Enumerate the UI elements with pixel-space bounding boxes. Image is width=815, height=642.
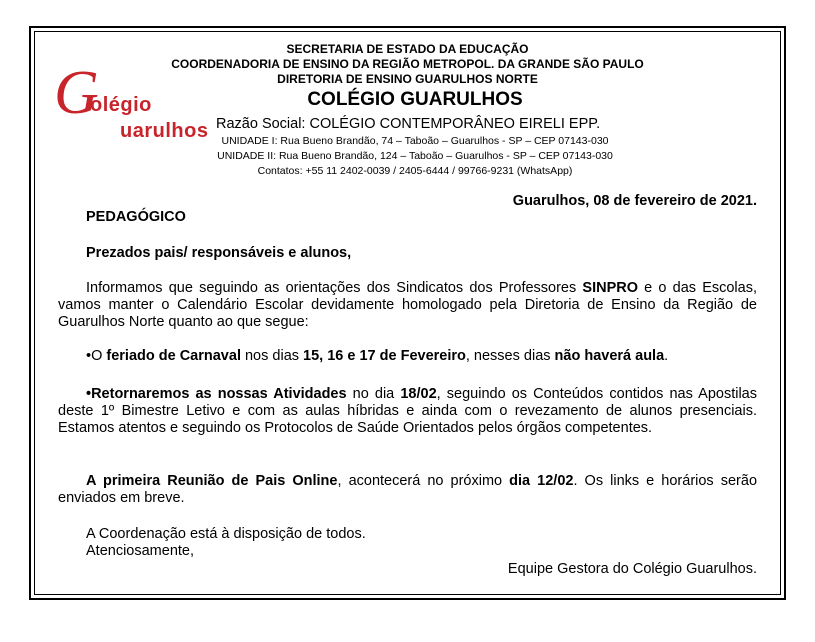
salutation: Prezados pais/ responsáveis e alunos, — [86, 245, 352, 261]
header-secretaria: SECRETARIA DE ESTADO DA EDUCAÇÃO — [286, 42, 529, 56]
header-coordenadoria: COORDENADORIA DE ENSINO DA REGIÃO METROPOL. DA GRANDE SÃO PAULO — [171, 57, 644, 71]
logo-word-guarulhos: uarulhos — [120, 120, 209, 142]
paragraph-intro: Informamos que seguindo as orientações dos Sindicatos dos Professores SINPRO e o das Escolas, vamos manter o Calendário Escolar devidamente homologado pela Diretoria de Ensino da Região de Guarulhos Norte quanto ao que segue: — [58, 280, 757, 330]
letter-date: Guarulhos, 08 de fevereiro de 2021. — [512, 193, 757, 209]
school-name: COLÉGIO GUARULHOS — [307, 89, 523, 110]
razao-social: Razão Social: COLÉGIO CONTEMPORÂNEO EIRELI EPP. — [216, 116, 601, 132]
paragraph-retorno: •Retornaremos as nossas Atividades no dia 18/02, seguindo os Conteúdos contidos nas Apostilas deste 1º Bimestre Letivo e com as aulas híbridas e ainda com o revezamento de alunos presenciais. Estamos atentos e seguindo os Protocolos de Saúde Orientados pelos órgãos competentes. — [58, 386, 757, 436]
logo-word-colegio: olégio — [90, 94, 152, 116]
department-label: PEDAGÓGICO — [86, 209, 186, 225]
contact-info: Contatos: +55 11 2402-0039 / 2405-6444 / 99766-9231 (WhatsApp) — [257, 165, 573, 177]
signature: Equipe Gestora do Colégio Guarulhos. — [507, 561, 757, 577]
paragraph-reuniao: A primeira Reunião de Pais Online, acontecerá no próximo dia 12/02. Os links e horários serão enviados em breve. — [58, 473, 758, 506]
address-unidade-2: UNIDADE II: Rua Bueno Brandão, 124 – Taboão – Guarulhos - SP – CEP 07143-030 — [217, 150, 613, 162]
header-diretoria: DIRETORIA DE ENSINO GUARULHOS NORTE — [277, 72, 538, 86]
address-unidade-1: UNIDADE I: Rua Bueno Brandão, 74 – Taboão – Guarulhos - SP – CEP 07143-030 — [221, 135, 609, 147]
closing-atenciosamente: Atenciosamente, — [86, 543, 195, 559]
paragraph-carnaval: •O feriado de Carnaval nos dias 15, 16 e 17 de Fevereiro, nesses dias não haverá aula. — [86, 348, 669, 364]
closing-coordenacao: A Coordenação está à disposição de todos. — [86, 526, 366, 542]
logo-letter-g: G — [54, 59, 99, 127]
